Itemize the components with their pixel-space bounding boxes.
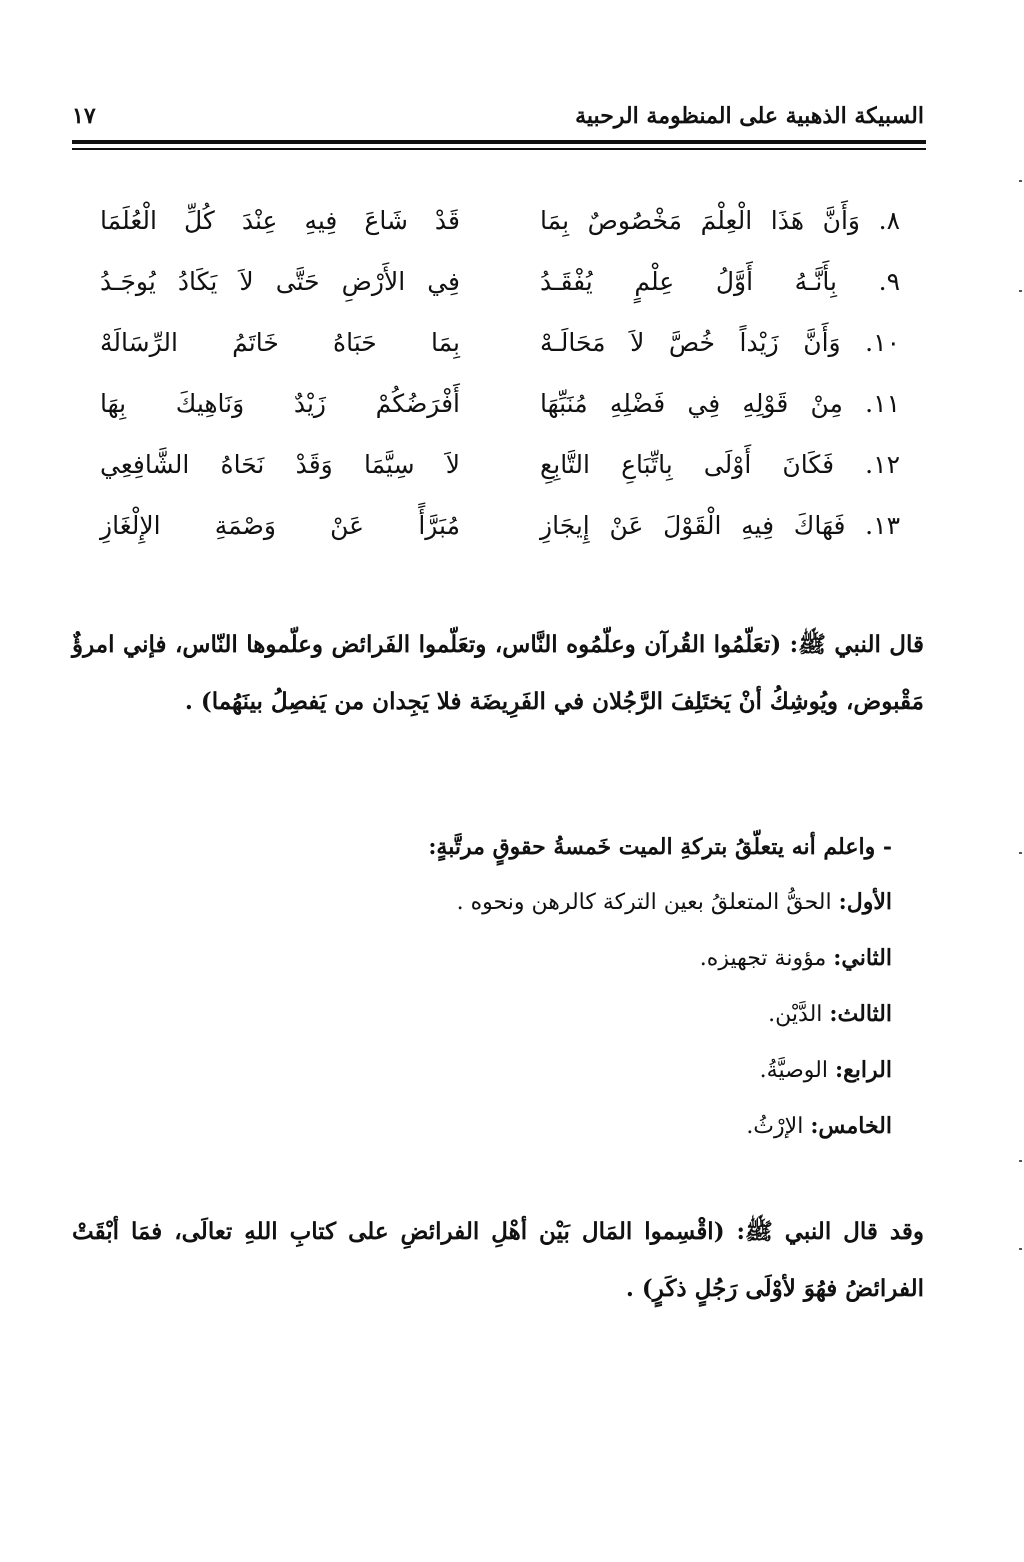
rights-item bbox=[200, 874, 892, 930]
verse-first-hemistich: ١١. مِنْ قَوْلِهِ فِي فَضْلِهِ مُنَبِّهَا bbox=[540, 389, 900, 418]
running-header bbox=[72, 98, 924, 134]
rights-item-text: الدَّيْن. bbox=[768, 1002, 823, 1027]
poem-verse bbox=[100, 190, 900, 251]
margin-speck bbox=[1019, 1248, 1022, 1250]
margin-speck bbox=[1019, 852, 1022, 854]
rights-item-label: الثالث: bbox=[829, 1001, 892, 1027]
rights-item-text: مؤونة تجهيزه. bbox=[699, 946, 827, 971]
margin-speck bbox=[1019, 1160, 1022, 1162]
rights-item-text: الإرْثُ. bbox=[746, 1114, 804, 1139]
verse-first-hemistich: ٨. وَأَنَّ هَذَا الْعِلْمَ مَخْصُوصٌ بِمَا bbox=[540, 206, 900, 235]
verse-second-hemistich: قَدْ شَاعَ فِيهِ عِنْدَ كُلِّ الْعُلَمَا bbox=[100, 206, 460, 235]
rights-item bbox=[200, 1042, 892, 1098]
verse-second-hemistich: مُبَرَّأً عَنْ وَصْمَةِ الإِلْغَازِ bbox=[100, 511, 460, 540]
rights-item bbox=[200, 986, 892, 1042]
header-rule-thin bbox=[72, 148, 926, 150]
rights-item-label: الثاني: bbox=[833, 945, 892, 971]
rights-item-text: الحقُّ المتعلقُ بعين التركة كالرهن ونحوه . bbox=[456, 890, 832, 915]
rights-item-label: الخامس: bbox=[810, 1113, 892, 1139]
rights-item-label: الرابع: bbox=[834, 1057, 892, 1083]
verse-second-hemistich: بِمَا حَبَاهُ خَاتَمُ الرِّسَالَهْ bbox=[100, 328, 460, 357]
verse-first-hemistich: ١٣. فَهَاكَ فِيهِ الْقَوْلَ عَنْ إِيجَازِ bbox=[540, 511, 900, 540]
poem-verse bbox=[100, 251, 900, 312]
hadith-paragraph: قال النبي ﷺ: (تعَلّمُوا القُرآن وعلّمُوه النَّاس، وتعَلّموا الفَرائض وعلّموها النّاس، فإني امرؤٌ مَقْبوض، ويُوشِكُ أنْ يَختَلِفَ الرَّجُلان في الفَرِيضَة فلا يَجِدان من يَفصِلُ بينَهُما) . bbox=[72, 631, 924, 715]
margin-speck bbox=[1019, 290, 1022, 292]
header-title: السبيكة الذهبية على المنظومة الرحبية bbox=[575, 103, 924, 129]
poem-block bbox=[100, 190, 900, 556]
page-number: ١٧ bbox=[72, 103, 96, 129]
hadith-paragraph: وقد قال النبي ﷺ: (اقْسِموا المَال بَيْن أهْلِ الفرائضِ على كتابِ اللهِ تعالَى، فمَا أبْقَتْ الفرائضُ فهُوَ لأوْلَى رَجُلٍ ذكَرٍ) . bbox=[72, 1218, 924, 1302]
poem-verse bbox=[100, 312, 900, 373]
verse-second-hemistich: لاَ سِيَّمَا وَقَدْ نَحَاهُ الشَّافِعِي bbox=[100, 450, 460, 479]
poem-verse bbox=[100, 495, 900, 556]
verse-first-hemistich: ١٠. وَأَنَّ زَيْداً خُصَّ لاَ مَحَالَـهْ bbox=[540, 328, 900, 357]
rights-item bbox=[200, 1098, 892, 1154]
verse-first-hemistich: ١٢. فَكَانَ أَوْلَى بِاتِّبَاعِ التَّابِعِ bbox=[540, 450, 900, 479]
verse-first-hemistich: ٩. بِأَنَّـهُ أَوَّلُ عِلْمٍ يُفْقَـدُ bbox=[540, 267, 900, 296]
rights-item-text: الوصيَّةُ. bbox=[759, 1058, 828, 1083]
poem-verse bbox=[100, 373, 900, 434]
rights-item-label: الأول: bbox=[838, 889, 892, 915]
verse-second-hemistich: فِي الأَرْضِ حَتَّى لاَ يَكَادُ يُوجَـدُ bbox=[100, 267, 460, 296]
rights-list bbox=[200, 820, 892, 1154]
header-rule-thick bbox=[72, 140, 926, 144]
rights-intro: - واعلم أنه يتعلّقُ بتركةِ الميت خَمسةُ حقوقٍ مرتَّبةٍ: bbox=[428, 834, 892, 860]
verse-second-hemistich: أَفْرَضُكُمْ زَيْدٌ وَنَاهِيكَ بِهَا bbox=[100, 389, 460, 418]
poem-verse bbox=[100, 434, 900, 495]
rights-item bbox=[200, 930, 892, 986]
margin-speck bbox=[1019, 180, 1022, 182]
